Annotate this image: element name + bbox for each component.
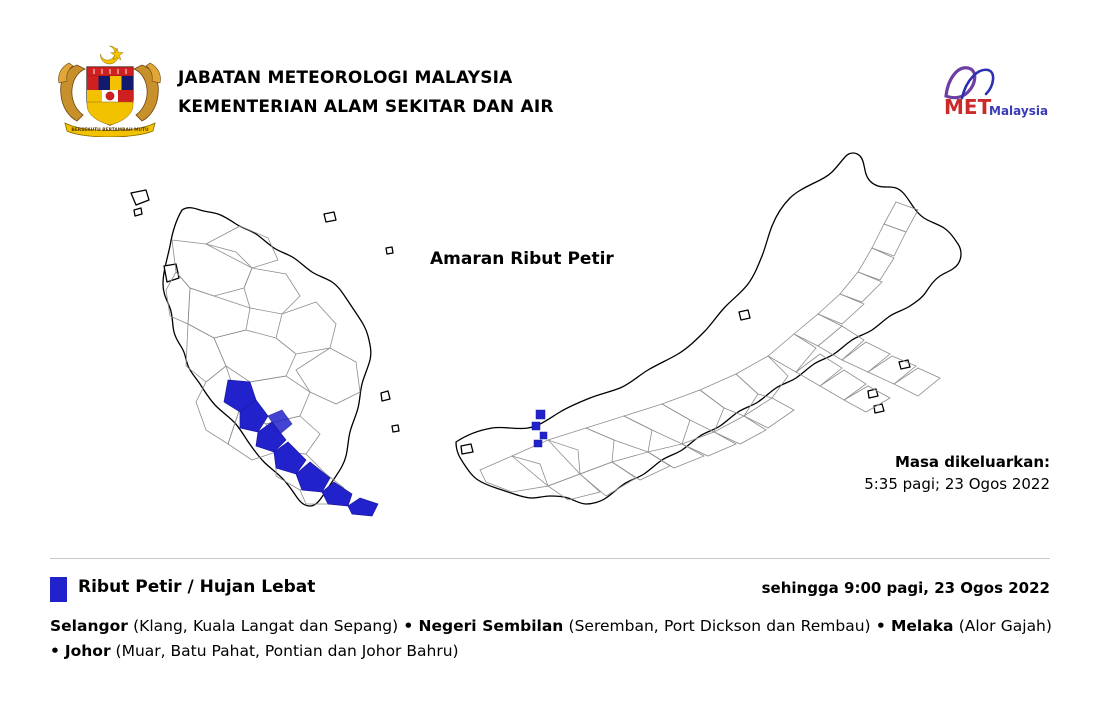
svg-text:MET: MET	[944, 95, 992, 119]
issued-time-block	[864, 452, 1050, 496]
issued-label: Masa dikeluarkan:	[894, 453, 1050, 471]
page-header	[0, 0, 1100, 150]
met-malaysia-logo	[932, 62, 1052, 120]
districts-0: (Klang, Kuala Langat dan Sepang)	[133, 617, 399, 635]
legend-color-swatch	[50, 577, 67, 602]
state-name-0: Selangor	[50, 617, 128, 635]
districts-3: (Muar, Batu Pahat, Pontian dan Johor Bahru)	[115, 642, 459, 661]
separator-0: •	[403, 617, 414, 635]
section-divider	[50, 558, 1050, 559]
ministry-name: KEMENTERIAN ALAM SEKITAR DAN AIR	[178, 97, 554, 117]
affected-areas-text	[50, 614, 1052, 664]
coat-of-arms-icon	[47, 45, 172, 135]
svg-text:Malaysia: Malaysia	[989, 104, 1049, 118]
state-name-1: Negeri Sembilan	[418, 617, 564, 635]
separator-1: •	[875, 617, 886, 635]
valid-until-text: sehingga 9:00 pagi, 23 Ogos 2022	[761, 579, 1050, 597]
department-name: JABATAN METEOROLOGI MALAYSIA	[178, 68, 513, 88]
svg-text:BERSEKUTU BERTAMBAH MUTU: BERSEKUTU BERTAMBAH MUTU	[71, 128, 149, 133]
state-name-2: Melaka	[890, 617, 954, 635]
state-name-3: Johor	[64, 642, 111, 661]
organisation-titles	[178, 70, 554, 116]
districts-1: (Seremban, Port Dickson dan Rembau)	[568, 617, 871, 635]
legend-row	[50, 576, 1050, 604]
issued-time: 5:35 pagi; 23 Ogos 2022	[864, 474, 1050, 493]
separator-2: •	[50, 642, 60, 661]
legend-label: Ribut Petir / Hujan Lebat	[78, 577, 316, 597]
districts-2: (Alor Gajah)	[958, 617, 1052, 635]
map-title: Amaran Ribut Petir	[430, 249, 614, 269]
